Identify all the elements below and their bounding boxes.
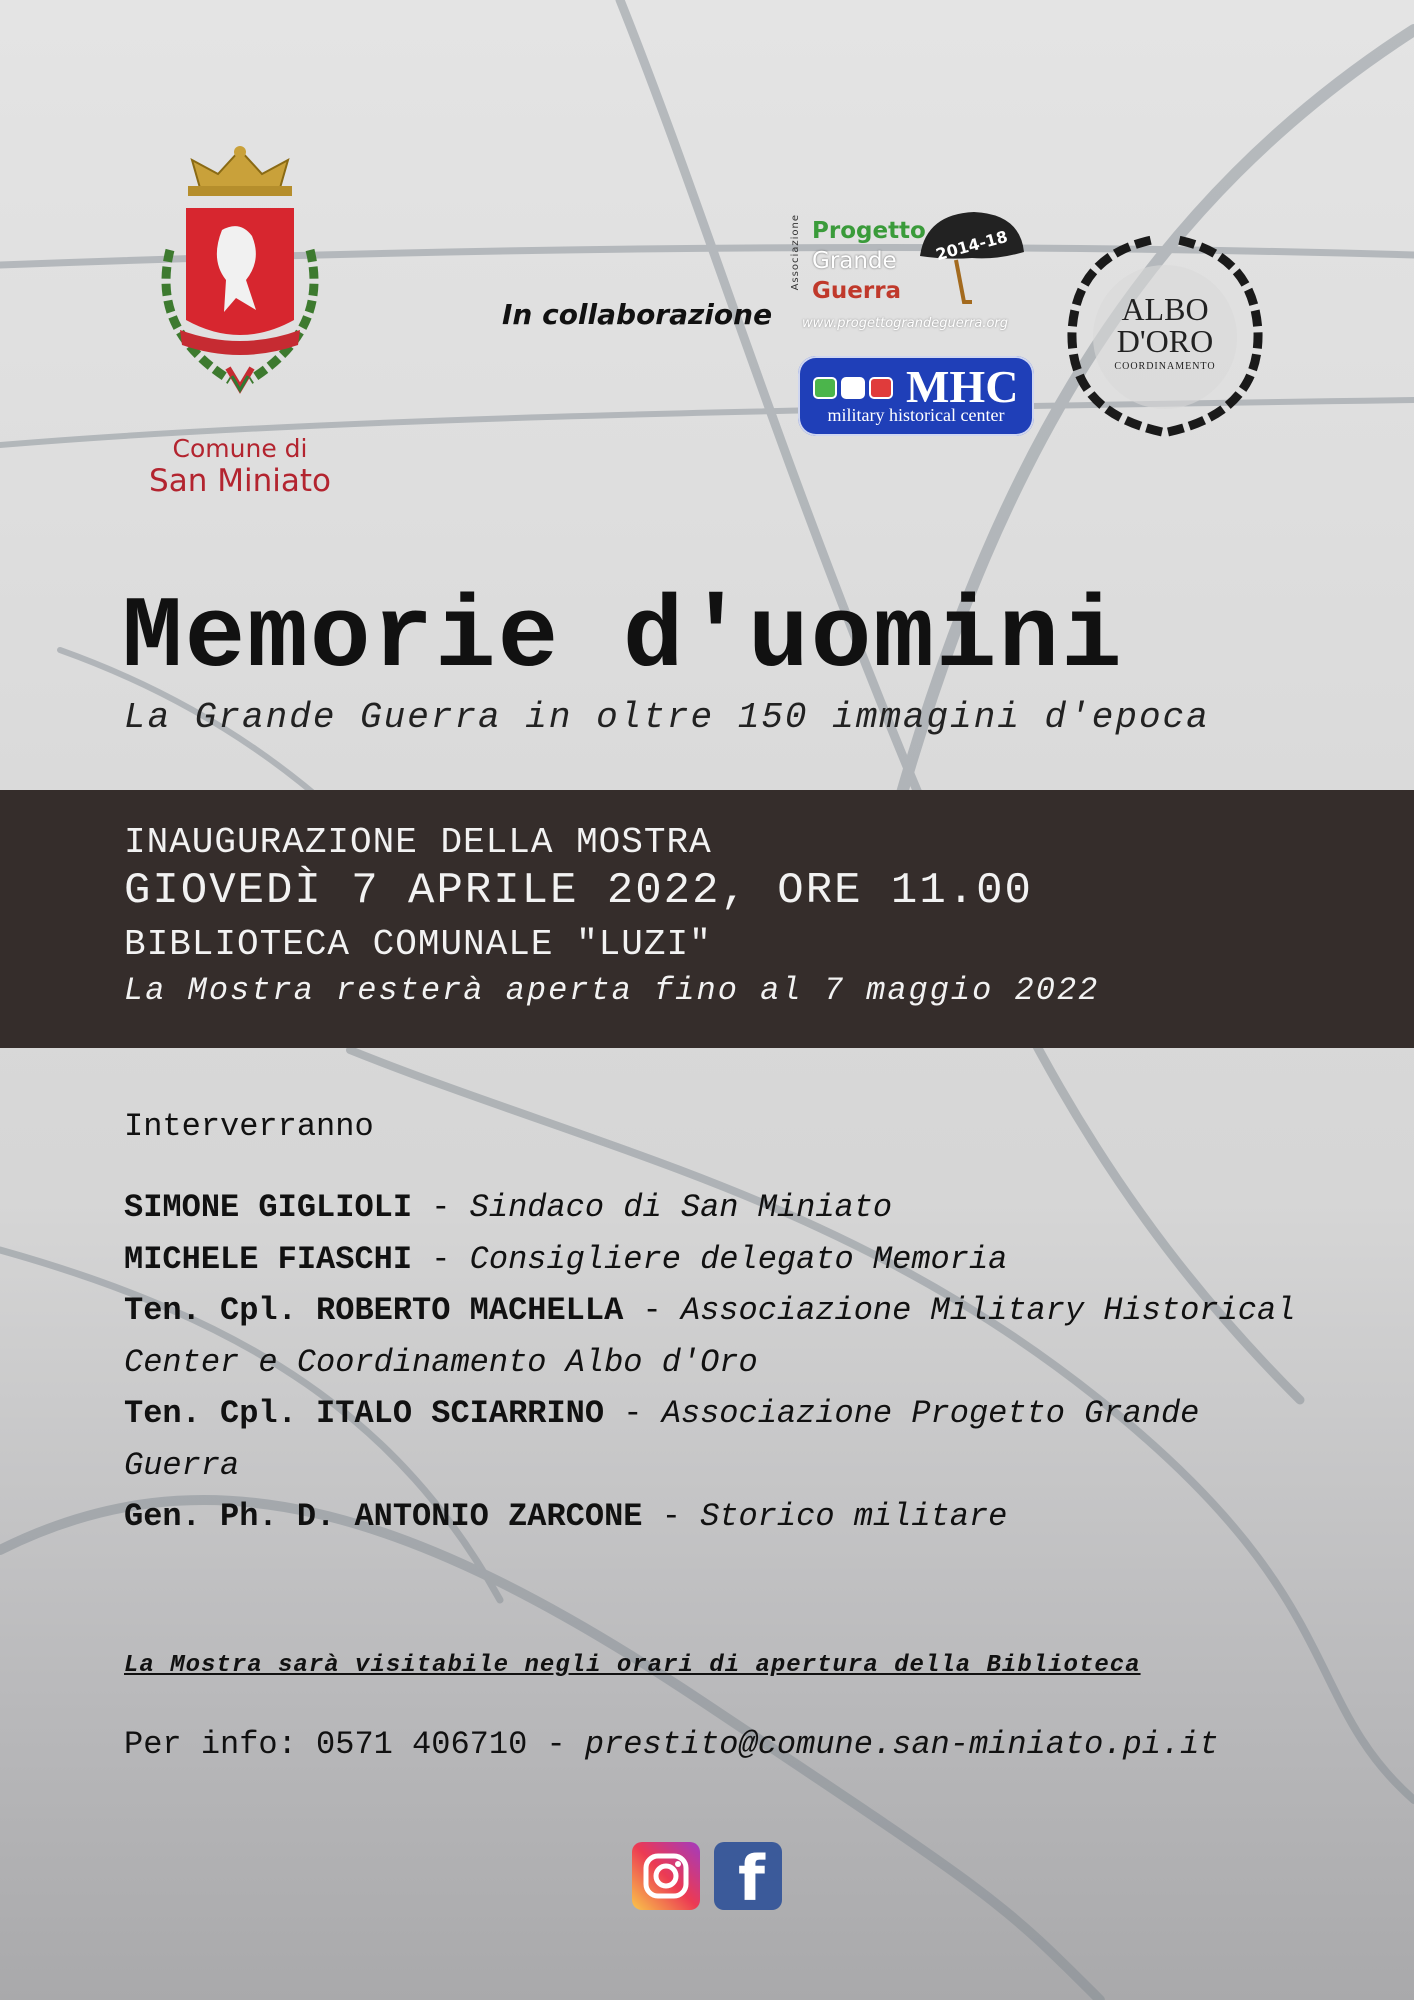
speakers-heading: Interverranno [124, 1108, 374, 1145]
pgg-years: 2014-18 [933, 226, 1010, 265]
speaker-entry [124, 1234, 1304, 1286]
instagram-icon[interactable] [632, 1842, 700, 1910]
speaker-separator: - [623, 1292, 681, 1329]
progetto-grande-guerra-logo [812, 216, 926, 306]
contact-phone: Per info: 0571 406710 - [124, 1726, 585, 1763]
speaker-entry [124, 1388, 1304, 1491]
speaker-entry [124, 1285, 1304, 1388]
event-date: GIOVEDÌ 7 APRILE 2022, ORE 11.00 [124, 866, 1033, 916]
mhc-caption: military historical center [827, 405, 1005, 425]
speaker-name: Ten. Cpl. ITALO SCIARRINO [124, 1395, 605, 1432]
event-location: BIBLIOTECA COMUNALE "LUZI" [124, 924, 712, 965]
exhibition-duration: La Mostra resterà aperta fino al 7 maggio 2022 [124, 972, 1100, 1009]
speaker-entry [124, 1182, 1304, 1234]
san-miniato-label: San Miniato [149, 463, 331, 499]
speaker-role: Sindaco di San Miniato [469, 1189, 893, 1226]
san-miniato-crest-logo [140, 140, 340, 420]
contact-email[interactable]: prestito@comune.san-miniato.pi.it [584, 1726, 1219, 1763]
speaker-role: Associazione Military Historical Center e Coordinamento Albo d'Oro [124, 1292, 1296, 1381]
speaker-role: Storico militare [700, 1498, 1008, 1535]
speaker-entry [124, 1491, 1304, 1543]
speaker-name: Gen. Ph. D. ANTONIO ZARCONE [124, 1498, 643, 1535]
san-miniato-wordmark [140, 435, 340, 499]
albo-line-1: ALBO [1121, 291, 1209, 327]
speakers-list [124, 1182, 1304, 1543]
speaker-name: SIMONE GIGLIOLI [124, 1189, 413, 1226]
poster-subtitle: La Grande Guerra in oltre 150 immagini d'epoca [124, 697, 1210, 738]
visit-hours-note: La Mostra sarà visitabile negli orari di apertura della Biblioteca [124, 1652, 1141, 1679]
inauguration-label: INAUGURAZIONE DELLA MOSTRA [124, 822, 712, 863]
pgg-url: www.progettograndeguerra.org [802, 316, 1009, 331]
speaker-separator: - [604, 1395, 662, 1432]
speaker-separator: - [412, 1240, 470, 1278]
helmet-icon [916, 208, 1028, 308]
pgg-side-label: Associazione [790, 214, 801, 291]
albo-line-3: COORDINAMENTO [1114, 361, 1216, 372]
poster-title: Memorie d'uomini [122, 582, 1124, 696]
pgg-line-2: Grande [812, 248, 897, 274]
mhc-letters: MHC [906, 361, 1019, 412]
speaker-name: MICHELE FIASCHI [124, 1240, 413, 1278]
collaboration-label: In collaborazione [502, 298, 773, 331]
speaker-role: Associazione Progetto Grande Guerra [124, 1395, 1200, 1484]
facebook-icon[interactable]: f [714, 1842, 782, 1910]
pgg-line-3: Guerra [812, 278, 902, 304]
speaker-role: Consigliere delegato Memoria [469, 1240, 1008, 1278]
pgg-line-1: Progetto [812, 218, 926, 244]
speaker-separator: - [642, 1498, 701, 1535]
speaker-name: Ten. Cpl. ROBERTO MACHELLA [124, 1292, 624, 1329]
comune-label: Comune di [172, 434, 308, 463]
albo-line-2: D'ORO [1116, 323, 1214, 359]
albo-doro-text [1075, 293, 1255, 372]
mhc-flag-icon [812, 376, 908, 400]
contact-info [124, 1726, 1219, 1763]
speaker-separator: - [412, 1189, 470, 1226]
